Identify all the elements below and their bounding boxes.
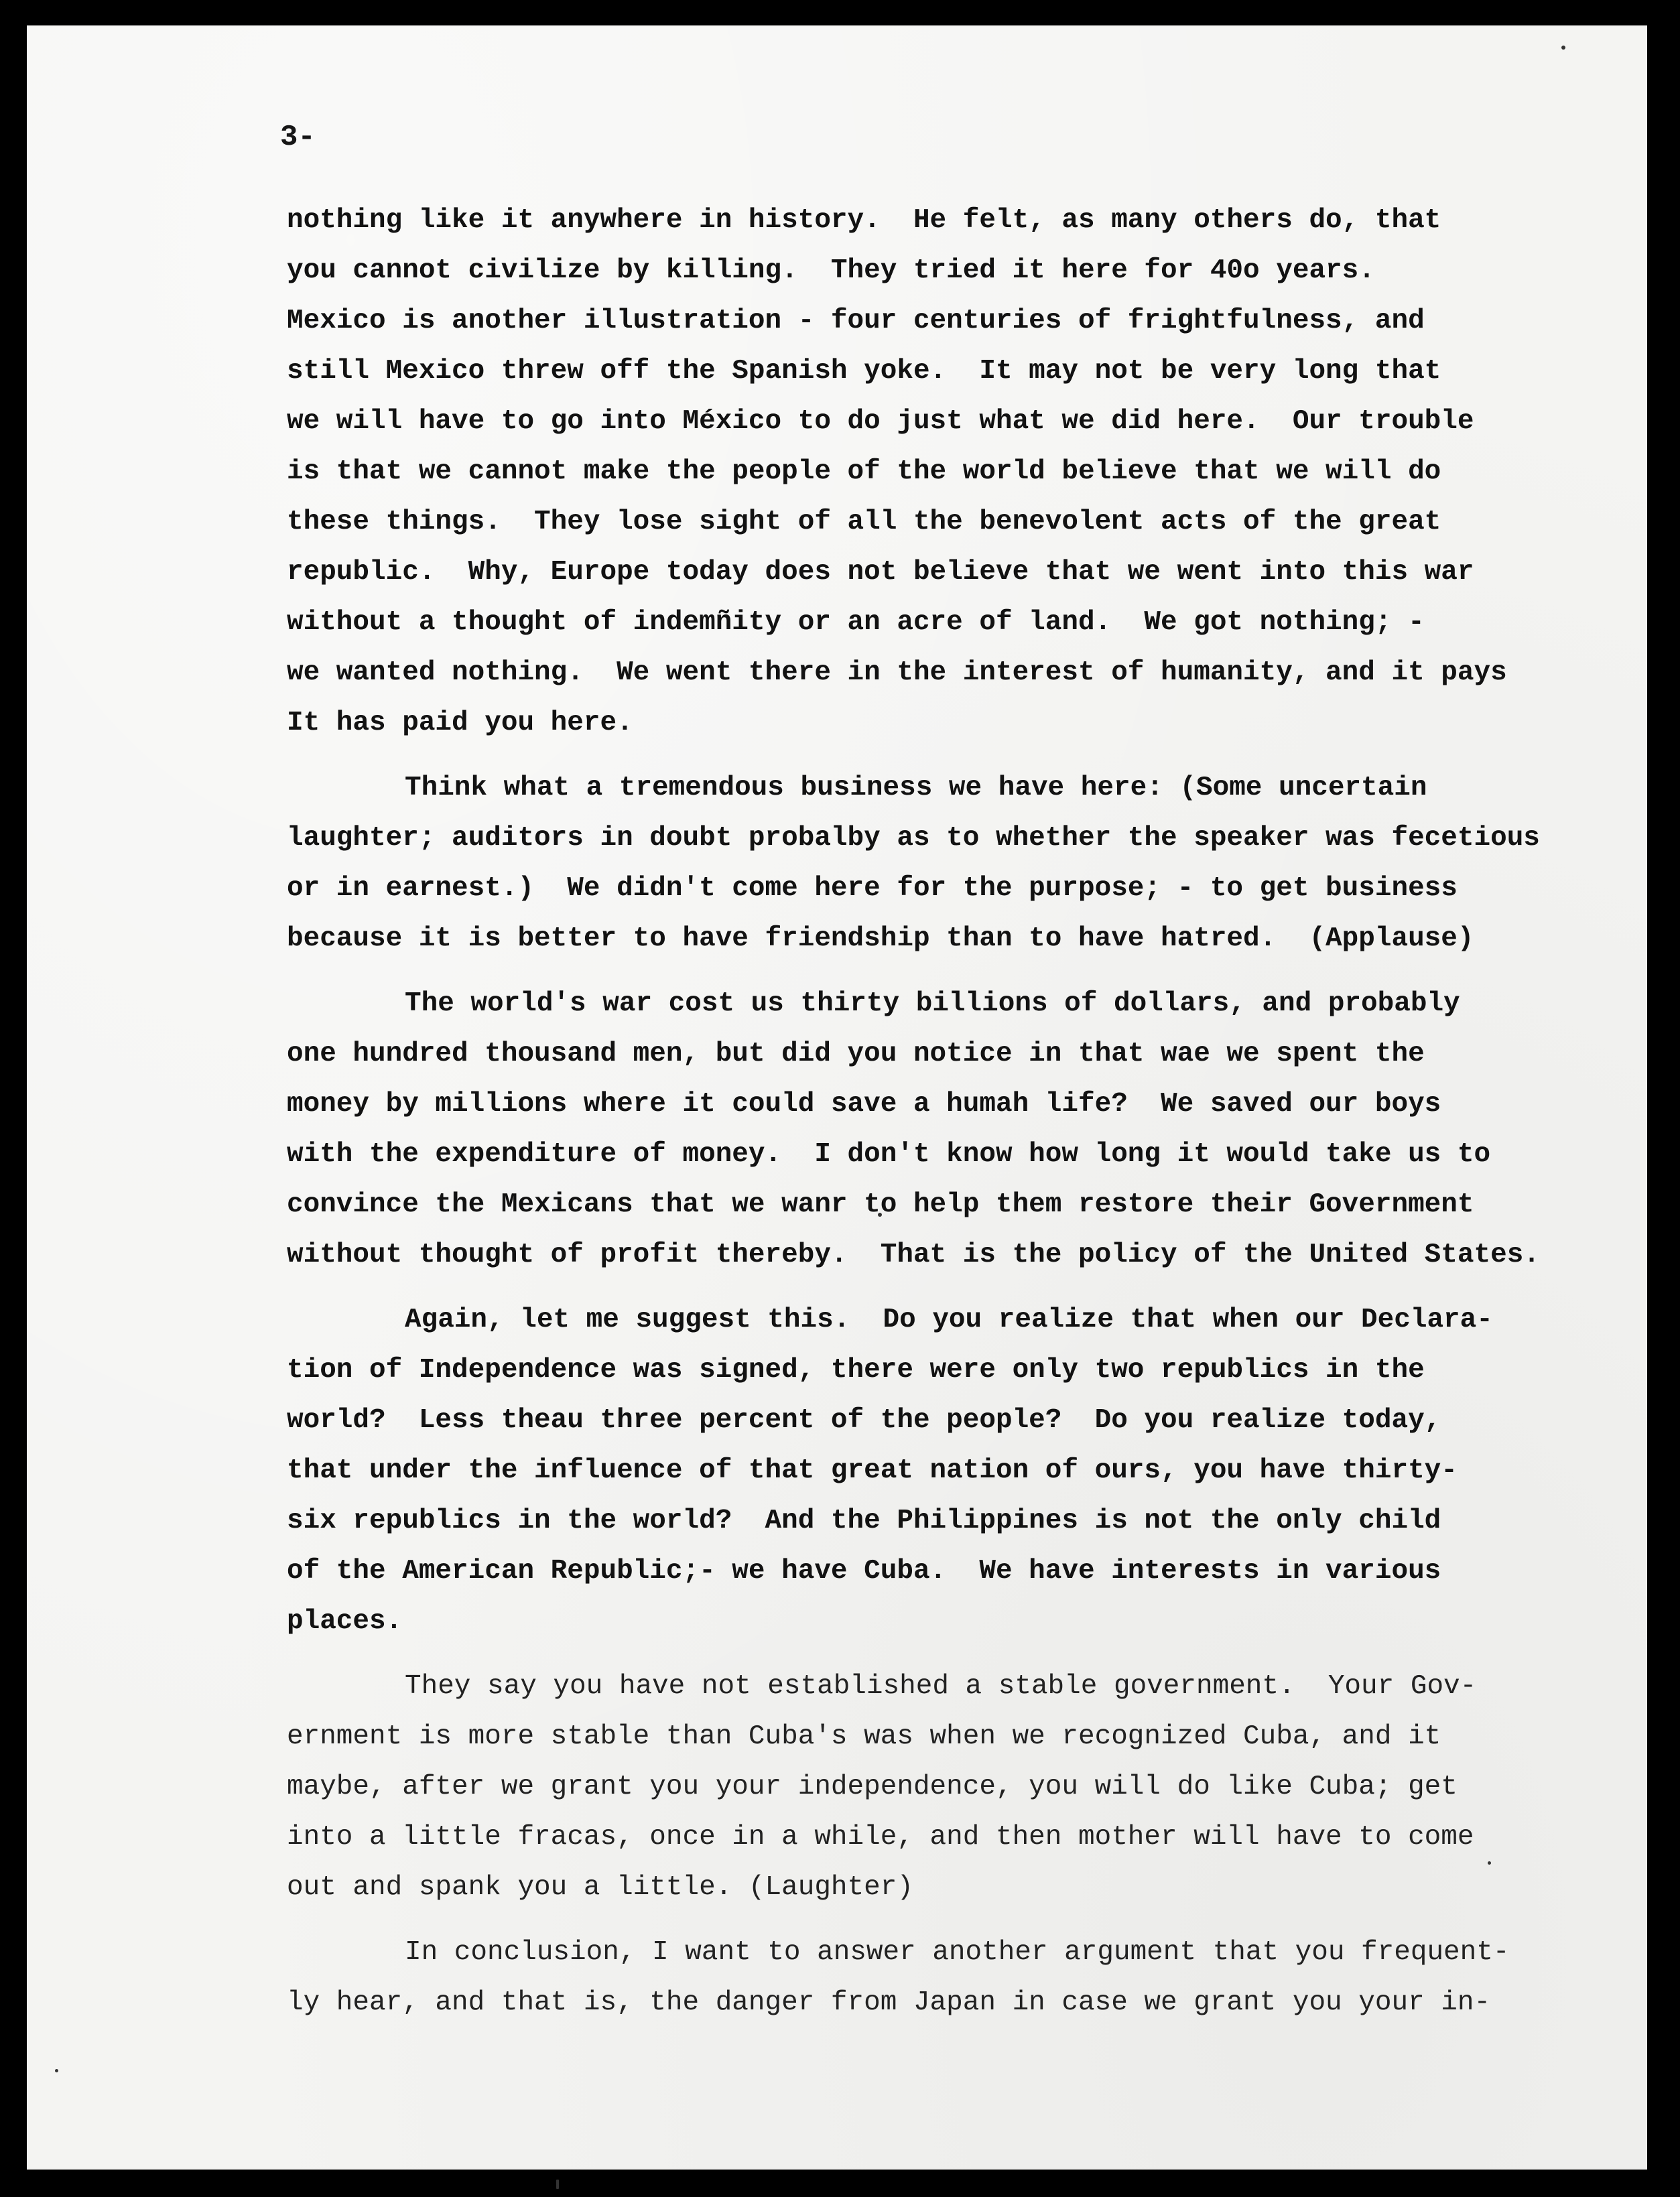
text-line: without thought of profit thereby. That is the policy of the United States. [287, 1240, 1540, 1270]
text-line: It has paid you here. [287, 708, 633, 738]
text-line: tion of Independence was signed, there were only two republics in the [287, 1355, 1425, 1386]
paragraph-conclusion [287, 1928, 1587, 2028]
document-body [287, 196, 1587, 2043]
text-line: money by millions where it could save a humah life? We saved our boys [287, 1089, 1441, 1120]
text-line: The world's war cost us thirty billions of dollars, and probably [405, 988, 1460, 1019]
text-line: Mexico is another illustration - four centuries of frightfulness, and [287, 306, 1425, 336]
text-line: Again, let me suggest this. Do you realize that when our Declara- [405, 1305, 1493, 1335]
text-line: nothing like it anywhere in history. He felt, as many others do, that [287, 205, 1441, 236]
text-line: world? Less theau three percent of the people? Do you realize today, [287, 1405, 1441, 1436]
text-line: or in earnest.) We didn't come here for the purpose; - to get business [287, 873, 1458, 904]
text-line: you cannot civilize by killing. They tried it here for 40o years. [287, 255, 1375, 286]
page-number: 3- [280, 121, 316, 154]
text-line: we wanted nothing. We went there in the interest of humanity, and it pays [287, 657, 1507, 688]
text-line: one hundred thousand men, but did you notice in that wae we spent the [287, 1039, 1425, 1069]
text-line: these things. They lose sight of all the benevolent acts of the great [287, 507, 1441, 537]
paragraph-war-cost [287, 979, 1587, 1280]
paper-speck [55, 2069, 58, 2072]
paragraph-stable-government [287, 1662, 1587, 1913]
text-line: is that we cannot make the people of the world believe that we will do [287, 456, 1441, 487]
paragraph-history [287, 196, 1587, 748]
text-line: maybe, after we grant you your independence, you will do like Cuba; get [287, 1772, 1458, 1802]
text-line: convince the Mexicans that we wanr to help them restore their Government [287, 1189, 1474, 1220]
text-line: ernment is more stable than Cuba's was when we recognized Cuba, and it [287, 1721, 1441, 1752]
text-line: with the expenditure of money. I don't know how long it would take us to [287, 1139, 1491, 1170]
text-line: laughter; auditors in doubt probalby as to whether the speaker was fecetious [287, 823, 1540, 854]
text-line: into a little fracas, once in a while, and then mother will have to come [287, 1822, 1474, 1853]
text-line: we will have to go into México to do just what we did here. Our trouble [287, 406, 1474, 437]
text-line: six republics in the world? And the Philippines is not the only child [287, 1506, 1441, 1536]
paragraph-republics [287, 1295, 1587, 1647]
paper-speck [556, 2180, 559, 2189]
paragraph-business [287, 763, 1587, 964]
text-line: still Mexico threw off the Spanish yoke. It may not be very long that [287, 356, 1441, 387]
text-line: without a thought of indemñity or an acre of land. We got nothing; - [287, 607, 1425, 638]
text-line: republic. Why, Europe today does not believe that we went into this war [287, 557, 1474, 588]
text-line: that under the influence of that great nation of ours, you have thirty- [287, 1455, 1458, 1486]
text-line: out and spank you a little. (Laughter) [287, 1872, 913, 1903]
text-line: They say you have not established a stable government. Your Gov- [405, 1671, 1477, 1702]
text-line: In conclusion, I want to answer another argument that you frequent- [405, 1937, 1510, 1968]
text-line: of the American Republic;- we have Cuba. We have interests in various [287, 1556, 1441, 1587]
paper-speck [1561, 46, 1565, 50]
text-line: Think what a tremendous business we have here: (Some uncertain [405, 773, 1427, 803]
text-line: places. [287, 1606, 403, 1637]
text-line: ly hear, and that is, the danger from Japan in case we grant you your in- [287, 1987, 1491, 2018]
text-line: because it is better to have friendship than to have hatred. (Applause) [287, 923, 1474, 954]
